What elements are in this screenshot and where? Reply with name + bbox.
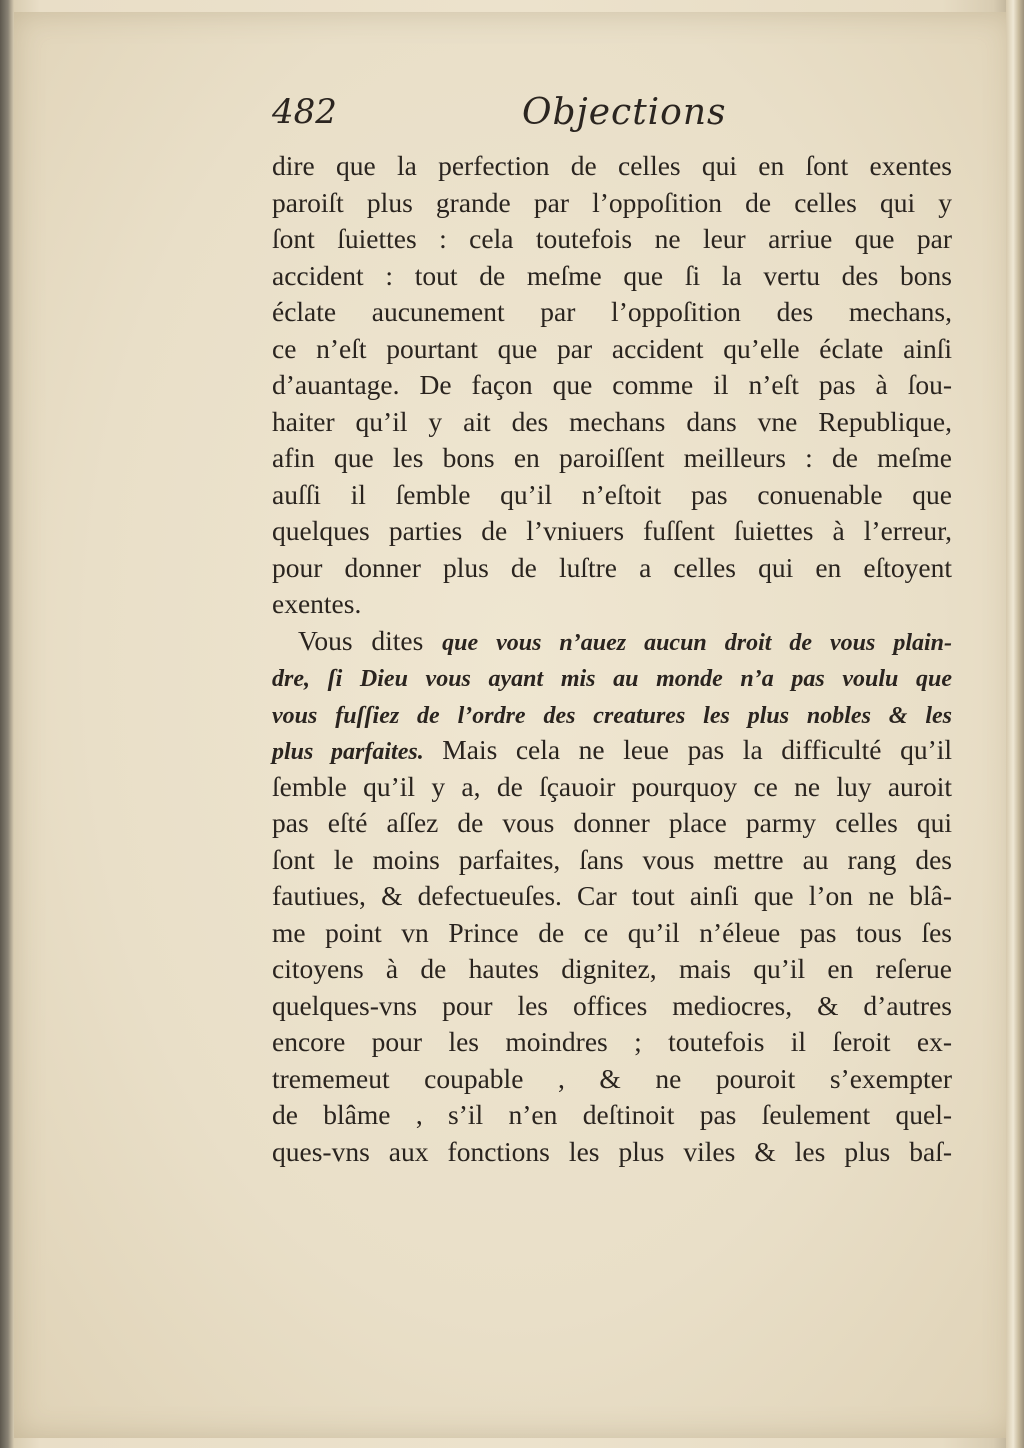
text-segment: pas eſté aſſez de vous donner place parmy celles qui [272,807,952,838]
text-segment: pour donner plus de luſtre a celles qui en eſtoyent [272,551,952,583]
text-segment: trememeut coupable , & ne pouroit s’exempter [272,1062,952,1094]
text-line [272,440,952,477]
text-line [272,550,952,587]
text-line [272,404,952,441]
text-line [272,623,952,660]
text-segment: citoyens à de hautes dignitez, mais qu’il en reſerue [272,953,952,984]
text-line [272,659,952,696]
text-segment: ſont le moins parfaites, ſans vous mettre au rang des [272,843,952,875]
italic-quote: que vous n’auez aucun droit de vous plain- [442,629,952,656]
italic-quote: vous fuſſiez de l’ordre des creatures les plus nobles & les [272,702,952,729]
italic-quote: dre, ſi Dieu vous ayant mis au monde n’a pas voulu que [272,666,952,692]
text-segment: me point vn Prince de ce qu’il n’éleue pas tous ſes [272,916,952,948]
text-segment: exentes. [272,588,362,619]
text-line [272,1061,952,1098]
text-segment: ques-vns aux fonctions les plus viles & les plus baſ- [272,1135,952,1167]
text-line [272,185,952,222]
text-line [272,732,952,769]
text-segment: d’auantage. De façon que comme il n’eſt pas à ſou- [272,369,952,400]
text-line [272,805,952,842]
text-line [272,258,952,295]
text-line [272,988,952,1025]
text-line [272,586,952,623]
page-number: 482 [272,92,337,132]
body-text [272,148,952,1170]
text-segment: de blâme , s’il n’en deſtinoit pas ſeulement quel- [272,1099,952,1130]
text-segment: accident : tout de meſme que ſi la vertu des bons [272,259,952,291]
text-segment: éclate aucunement par l’oppoſition des mechans, [272,296,952,327]
text-segment: haiter qu’il y ait des mechans dans vne Republique, [272,405,952,437]
text-line [272,696,952,733]
text-segment: encore pour les moindres ; toutefois il ſeroit ex- [272,1026,952,1057]
text-segment: dire que la perfection de celles qui en ſont exentes [272,150,952,181]
text-line [272,513,952,550]
text-segment: paroiſt plus grande par l’oppoſition de celles qui y [272,186,952,218]
text-segment: fautiues, & defectueuſes. Car tout ainſi que l’on ne blâ- [272,880,952,911]
text-line [272,331,952,368]
text-segment: ce n’eſt pourtant que par accident qu’elle éclate ainſi [272,332,952,364]
text-line [272,842,952,879]
text-line [272,221,952,258]
text-line [272,915,952,952]
text-line [272,1097,952,1134]
running-head: Objections [522,92,727,133]
text-segment: Vous dites [298,624,443,656]
text-line [272,294,952,331]
text-segment: auſſi il ſemble qu’il n’eſtoit pas conuenable que [272,478,952,510]
text-line [272,878,952,915]
text-line [272,1024,952,1061]
text-segment: quelques-vns pour les offices mediocres, & d’autres [272,989,952,1021]
text-line [272,1134,952,1171]
text-segment: ſemble qu’il y a, de ſçauoir pourquoy ce ne luy auroit [272,770,952,802]
text-line [272,148,952,185]
page-header [272,92,952,144]
italic-quote: plus parfaites. [272,739,424,765]
page-edge [1006,0,1024,1448]
text-line [272,477,952,514]
text-segment: Mais cela ne leue pas la difficulté qu’il [423,734,953,765]
text-line [272,769,952,806]
text-line [272,951,952,988]
text-segment: quelques parties de l’vniuers fuſſent ſuiettes à l’erreur, [272,515,952,546]
text-line [272,367,952,404]
text-segment: ſont ſuiettes : cela toutefois ne leur arriue que par [272,223,952,254]
text-segment: afin que les bons en paroiſſent meilleurs : de meſme [272,442,952,473]
